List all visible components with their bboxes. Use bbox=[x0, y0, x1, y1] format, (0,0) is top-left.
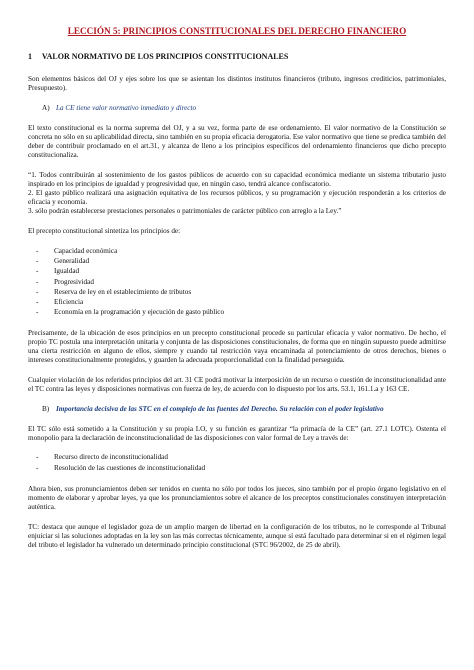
quote-item-3: 3. sólo podrán establecerse prestaciones personales o patrimoniales de carácter público con arreglo a la Ley.” bbox=[28, 207, 342, 215]
paragraph-sintetiza: El precepto constitucional sintetiza los principios de: bbox=[28, 227, 181, 235]
subheading-a-text: La CE tiene valor normativo inmediato y directo bbox=[56, 104, 197, 112]
section-heading-1 bbox=[28, 52, 446, 62]
paragraph-destaca: TC: destaca que aunque el legislador goza de un amplio margen de libertad en la configuración de los tributos, no le corresponde al Tribunal enjuiciar si las soluciones adoptadas en la ley son las más correctas técnicamente, aunque sí está facultado para determinar si en el régimen legal del tributo el legislador ha vulnerado un determinado principio constitucional (STC 96/2002, de 25 de abril). bbox=[28, 522, 446, 549]
subheading-a bbox=[28, 104, 446, 113]
quote-item-2: 2. El gasto público realizará una asignación equitativa de los recursos públicos, y su programación y ejecución responderán a los criterios de eficacia y economía. bbox=[28, 189, 446, 206]
subheading-b-label: B) bbox=[42, 405, 50, 414]
subheading-b-text: Importancia decisiva de las STC en el complejo de las fuentes del Derecho. Su relación con el poder legislativo bbox=[56, 405, 384, 414]
section-number: 1 bbox=[28, 52, 32, 61]
paragraph-violacion: Cualquier violación de los referidos principios del art. 31 CE podrá motivar la interposición de un recurso o cuestión de inconstitucionalidad ante el TC contra las leyes y disposiciones normativas con fuerza de ley, de acuerdo con lo dispuesto por los arts. 53.1, 161.1.a y 163 CE. bbox=[28, 376, 446, 394]
list-item: - Reserva de ley en el establecimiento de tributos bbox=[36, 287, 192, 296]
paragraph-tc: El TC sólo está sometido a la Constitución y su propia LO, y su función es garantizar “la primacía de la CE” (art. 27.1 LOTC). Ostenta el monopolio para la declaración de inconstitucionalidad de las disposiciones con valor formal de Ley a través de: bbox=[28, 425, 446, 443]
recursos-list bbox=[28, 452, 446, 472]
principles-list bbox=[28, 246, 446, 317]
subheading-a-label: A) bbox=[42, 104, 50, 112]
list-item: - Recurso directo de inconstitucionalidad bbox=[36, 453, 168, 462]
section-heading-text: VALOR NORMATIVO DE LOS PRINCIPIOS CONSTITUCIONALES bbox=[41, 52, 289, 61]
list-item: - Resolución de las cuestiones de inconstitucionalidad bbox=[36, 463, 206, 472]
paragraph-precisamente: Precisamente, de la ubicación de esos principios en un precepto constitucional procede su particular eficacia y valor normativo. De hecho, el propio TC postula una interpretación unitaria y conjunta de las disposiciones constitucionales, de forma que en ningún supuesto puede admitirse una cierta restricción en alguno de ellos, siempre y cuando tal restricción vaya encaminada al potenciamiento de otros derechos, bienes o intereses constitucionalmente protegidos, y guarden la adecuada proporcionalidad con la finalidad perseguida. bbox=[28, 329, 446, 365]
article-31-quote bbox=[28, 171, 446, 216]
quote-item-1: “1. Todos contribuirán al sostenimiento de los gastos públicos de acuerdo con su capacidad económica mediante un sistema tributario justo inspirado en los principios de igualdad y progresividad que, en ningún caso, tendrá alcance confiscatorio. bbox=[28, 171, 446, 188]
list-item: - Eficiencia bbox=[36, 298, 84, 307]
paragraph-ahora: Ahora bien, sus pronunciamientos deben ser tenidos en cuenta no sólo por todos los jueces, sino también por el propio órgano legislativo en el momento de elaborar y aprobar leyes, ya que los pronunciamientos sobre el alcance de los preceptos constitucionales constituyen interpretación auténtica. bbox=[28, 484, 446, 511]
list-item: - Generalidad bbox=[36, 257, 90, 266]
paragraph-texto-constitucional: El texto constitucional es la norma suprema del OJ, y a su vez, forma parte de ese ordenamiento. El valor normativo de la Constitución se concreta no sólo en su aplicabilidad directa, sino también en su propia eficacia derogatoria. Ese valor normativo que tiene se predica también del deber de contribuir proclamado en el art.31, y alcanza de lleno a los principios específicos del ordenamiento financieros que dicho precepto constitucionaliza. bbox=[28, 124, 446, 159]
list-item: - Capacidad económica bbox=[36, 247, 118, 255]
page-title: LECCIÓN 5: PRINCIPIOS CONSTITUCIONALES DEL DERECHO FINANCIERO bbox=[67, 26, 407, 36]
list-item: - Igualdad bbox=[36, 267, 80, 276]
list-item: - Economía en la programación y ejecución de gasto público bbox=[36, 308, 225, 317]
list-item: - Progresividad bbox=[36, 277, 94, 286]
intro-paragraph: Son elementos básicos del OJ y ejes sobre los que se asientan los distintos institutos financieros (tributo, ingresos crediticios, patrimoniales, Presupuesto). bbox=[28, 75, 446, 92]
subheading-b bbox=[28, 405, 446, 414]
